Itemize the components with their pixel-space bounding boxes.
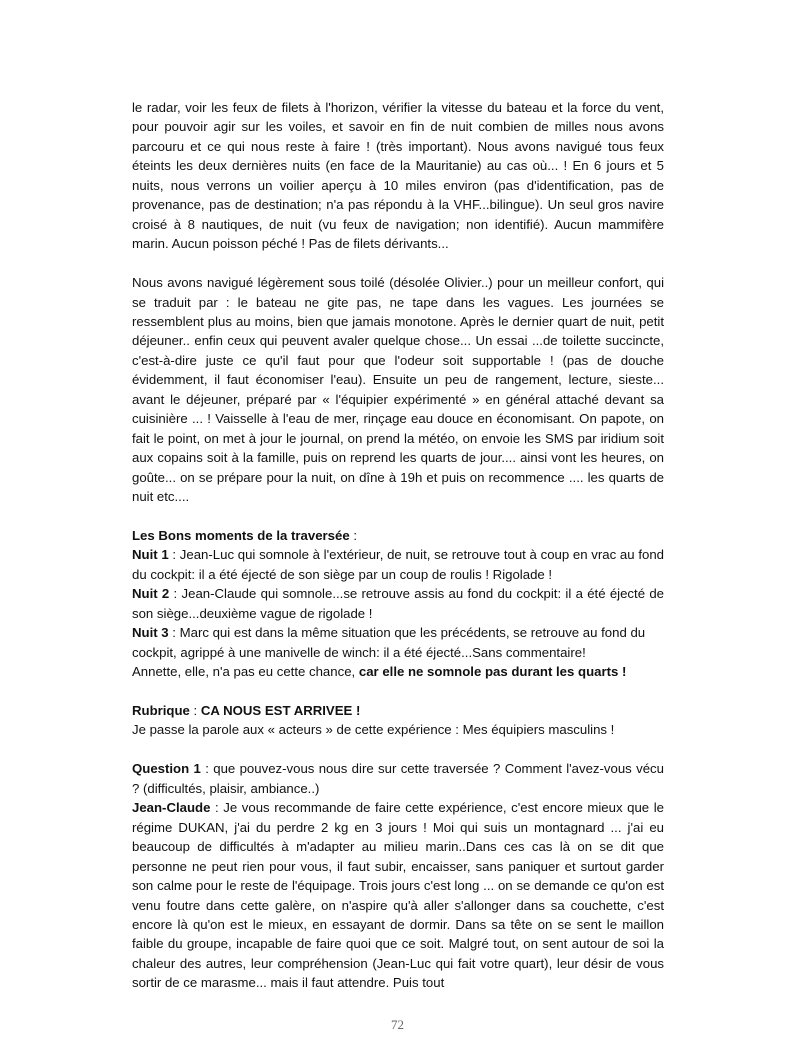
night-3-label: Nuit 3: [132, 625, 169, 641]
annette-entry: [132, 662, 664, 681]
rubrique-sep: :: [189, 703, 201, 718]
rubrique-title: CA NOUS EST ARRIVEE !: [200, 703, 361, 718]
annette-bold-text: car elle ne somnole pas durant les quarts !: [358, 664, 627, 680]
night-3-entry: [132, 623, 664, 662]
question-1: [132, 759, 664, 798]
question-1-text: : que pouvez-vous nous dire sur cette traversée ? Comment l'avez-vous vécu ? (difficultés, plaisir, ambiance..): [132, 761, 664, 796]
document-page: [132, 98, 664, 993]
rubrique-label: Rubrique: [132, 703, 190, 718]
rubrique-section: [132, 701, 664, 740]
spacer: [132, 740, 664, 759]
night-2-label: Nuit 2: [132, 586, 170, 602]
night-1-text: : Jean-Luc qui somnole à l'extérieur, de nuit, se retrouve tout à coup en vrac au fond du cockpit: il a été éjecté de son siège par un coup de roulis ! Rigolade !: [132, 547, 664, 582]
paragraph-daily-routine: Nous avons navigué légèrement sous toilé (désolée Olivier..) pour un meilleur confort, qui se traduit par : le bateau ne gite pas, ne tape dans les vagues. Les journées se ressemblent plus au moins, bien que jamais monotone. Après le dernier quart de nuit, petit déjeuner.. enfin ceux qui peuvent avaler quelque chose... Un essai ...de toilette succincte, c'est-à-dire juste ce qu'il faut pour que l'odeur soit supportable ! (pas de douche évidemment, il faut économiser l'eau). Ensuite un peu de rangement, lecture, sieste... avant le déjeuner, préparé par « l'équipier expérimenté » en général attaché devant sa cuisinière ... ! Vaisselle à l'eau de mer, rinçage eau douce en économisant. On papote, on fait le point, on met à jour le journal, on prend la météo, on envoie les SMS par iridium soit aux copains soit à la famille, puis on reprend les quarts de jour.... ainsi vont les heures, on goûte... on se prépare pour la nuit, on dîne à 19h et puis on recommence .... les quarts de nuit etc....: [132, 275, 664, 505]
good-moments-section: [132, 526, 664, 682]
night-3-text: : Marc qui est dans la même situation que les précédents, se retrouve au fond du cockpit, agrippé à une manivelle de winch: il a été éjecté...Sans commentaire!: [132, 625, 646, 660]
night-1-label: Nuit 1: [132, 547, 169, 563]
night-2-entry: [132, 584, 664, 623]
annette-text: Annette, elle, n'a pas eu cette chance,: [132, 664, 359, 680]
rubrique-heading-line: [132, 701, 664, 720]
night-1-entry: [132, 545, 664, 584]
heading-colon: :: [349, 527, 358, 543]
page-number: 72: [391, 1017, 404, 1032]
speaker-jean-claude: Jean-Claude: [132, 800, 211, 816]
good-moments-heading: Les Bons moments de la traversée: [132, 527, 350, 543]
good-moments-heading-line: [132, 526, 664, 545]
paragraph-night-watch: le radar, voir les feux de filets à l'horizon, vérifier la vitesse du bateau et la force du vent, pour pouvoir agir sur les voiles, et savoir en fin de nuit combien de milles nous avons parcouru et ce qui nous reste à faire ! (très important). Nous avons navigué tous feux éteints les deux dernières nuits (en face de la Mauritanie) au cas où... ! En 6 jours et 5 nuits, nous verrons un voilier aperçu à 10 miles environ (pas d'identification, pas de provenance, pas de destination; n'a pas répondu à la VHF...bilingue). Un seul gros navire croisé à 8 nautiques, de nuit (vu feux de navigation; non identifié). Aucun mammifère marin. Aucun poisson péché ! Pas de filets dérivants...: [132, 100, 664, 252]
answer-jean-claude: [132, 798, 664, 993]
rubrique-intro: Je passe la parole aux « acteurs » de cette expérience : Mes équipiers masculins !: [132, 722, 615, 738]
question-1-label: Question 1: [132, 761, 201, 777]
night-2-text: : Jean-Claude qui somnole...se retrouve assis au fond du cockpit: il a été éjecté de son siège...deuxième vague de rigolade !: [132, 586, 664, 621]
spacer: [132, 682, 664, 701]
spacer: [132, 507, 664, 526]
answer-jean-claude-text: : Je vous recommande de faire cette expérience, c'est encore mieux que le régime DUKAN, j'ai du perdre 2 kg en 3 jours ! Moi qui suis un montagnard ... j'ai eu beaucoup de difficultés à m'adapter au milieu marin..Dans ces cas là on se dit que personne ne peut rien pour vous, il faut subir, encaisser, sans paniquer et surtout garder son calme pour le reste de l'équipage. Trois jours c'est long ... on se demande ce qu'on est venu foutre dans cette galère, on n'aspire qu'à aller s'allonger dans sa couchette, c'est encore là qu'on est le mieux, en essayant de dormir. Dans sa tête on se sent le maillon faible du groupe, incapable de faire quoi que ce soit. Malgré tout, on sent autour de soi la chaleur des autres, leur compréhension (Jean-Luc qui fait votre quart), leur désir de vous sortir de ce marasme... mais il faut attendre. Puis tout: [132, 800, 664, 991]
spacer: [132, 254, 664, 273]
